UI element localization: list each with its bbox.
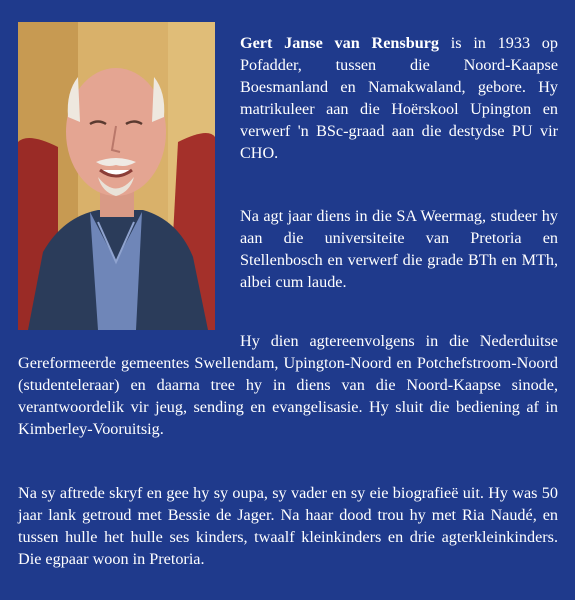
bio-paragraph-1-text	[240, 32, 558, 164]
bio-paragraph-3-text: Hy dien agtereenvolgens in die Nederduitse Gereformeerde gemeentes Swellendam, Upington-Noord en Potchefstroom-Noord (studenteleraar) en daarna tree hy in diens van die Noord-Kaapse sinode, verantwoordelik vir jeug, sending en evangelisasie. Hy sluit die bediening af in Kimberley-Vooruitsig.	[18, 332, 558, 438]
bio-paragraph-4-text: Na sy aftrede skryf en gee hy sy oupa, sy vader en sy eie biografieë uit. Hy was 50 jaar lank getroud met Bessie de Jager. Na haar dood trou hy met Ria Naudé, en tussen hulle het hulle ses kinders, twaalf kleinkinders en drie agterkleinkinders. Die egpaar woon in Pretoria.	[18, 484, 558, 568]
bio-paragraph-3	[18, 330, 558, 440]
bio-paragraph-2	[240, 205, 558, 293]
bio-paragraph-1	[240, 32, 558, 164]
author-name: Gert Janse van Rensburg	[240, 34, 439, 52]
author-portrait-photo	[18, 22, 215, 330]
author-portrait-image	[18, 22, 215, 330]
bio-paragraph-2-text: Na agt jaar diens in die SA Weermag, studeer hy aan die universiteite van Pretoria en Stellenbosch en verwerf die grade BTh en MTh, albei cum laude.	[240, 207, 558, 291]
bio-paragraph-4	[18, 482, 558, 570]
bio-paragraph-1-body: is in 1933 op Pofadder, tussen die Noord-Kaapse Boesmanland en Namakwaland, gebore. Hy matrikuleer aan die Hoërskool Upington en verwerf 'n BSc-graad aan die destydse PU vir CHO.	[240, 34, 558, 162]
